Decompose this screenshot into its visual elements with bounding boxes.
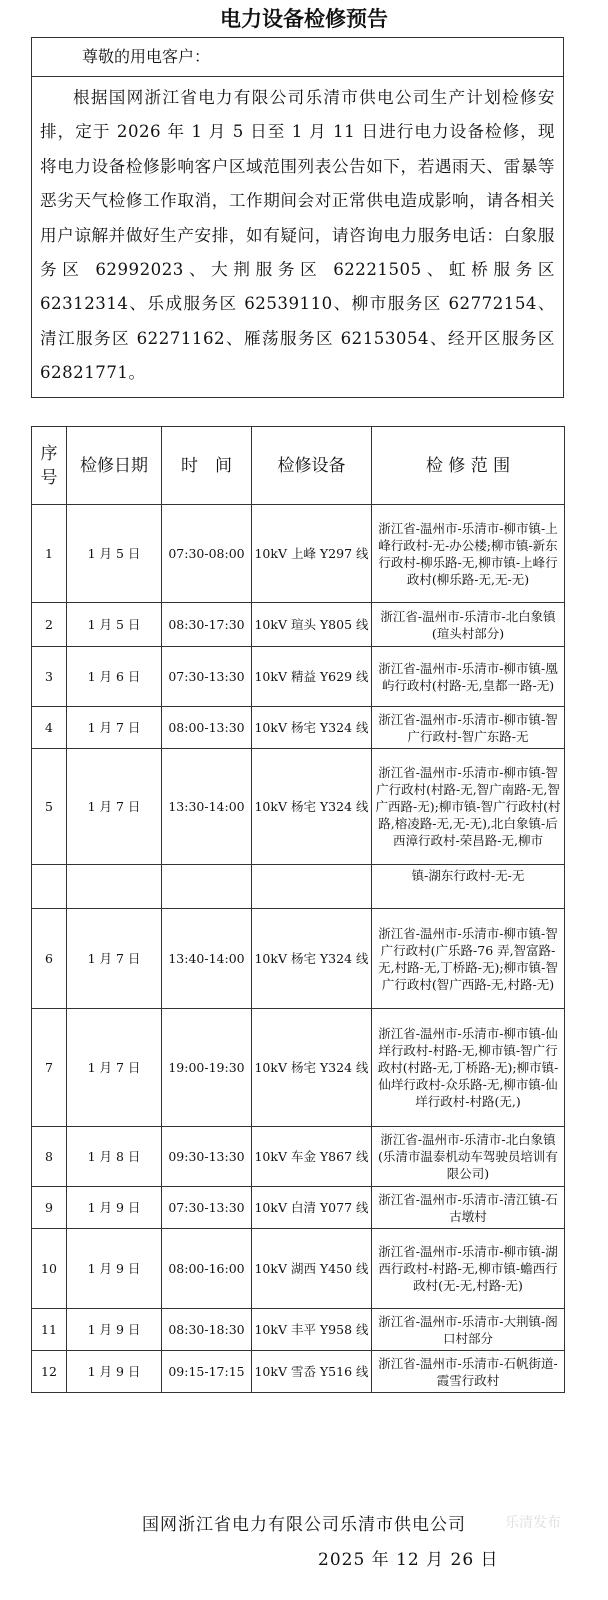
empty-cell <box>32 865 67 909</box>
row-device: 10kV 湖西 Y450 线 <box>252 1229 372 1309</box>
row-range: 浙江省-温州市-乐清市-北白象镇(瑄头村部分) <box>372 603 565 647</box>
row-device: 10kV 精益 Y629 线 <box>252 647 372 707</box>
notice-title: 电力设备检修预告 <box>220 7 388 31</box>
row-date: 1 月 9 日 <box>67 1351 162 1393</box>
row-date: 1 月 5 日 <box>67 603 162 647</box>
watermark: 乐清发布 <box>505 1515 561 1531</box>
row-device: 10kV 白清 Y077 线 <box>252 1187 372 1229</box>
table-row <box>32 1187 565 1229</box>
table-row <box>32 647 565 707</box>
row-no: 3 <box>32 647 67 707</box>
header-device: 检修设备 <box>252 427 372 505</box>
row-no: 8 <box>32 1127 67 1187</box>
row-time: 09:30-13:30 <box>162 1127 252 1187</box>
row-time: 07:30-13:30 <box>162 1187 252 1229</box>
row-no: 11 <box>32 1309 67 1351</box>
row-range: 浙江省-温州市-乐清市-柳市镇-凰屿行政村(村路-无,皇都一路-无) <box>372 647 565 707</box>
table-header-row <box>32 427 565 505</box>
row-device: 10kV 杨宅 Y324 线 <box>252 1009 372 1127</box>
row-no: 4 <box>32 707 67 749</box>
row-no: 10 <box>32 1229 67 1309</box>
table-row <box>32 749 565 865</box>
row-device: 10kV 杨宅 Y324 线 <box>252 749 372 865</box>
row-date: 1 月 5 日 <box>67 505 162 603</box>
row-device: 10kV 上峰 Y297 线 <box>252 505 372 603</box>
row-range: 浙江省-温州市-乐清市-柳市镇-上峰行政村-无-办公楼;柳市镇-新东行政村-柳乐路-无,柳市镇-上峰行政村(柳乐路-无,无-无) <box>372 505 565 603</box>
row-device: 10kV 瑄头 Y805 线 <box>252 603 372 647</box>
row-date: 1 月 8 日 <box>67 1127 162 1187</box>
row-range: 浙江省-温州市-乐清市-柳市镇-智广行政村-智广东路-无 <box>372 707 565 749</box>
row-date: 1 月 7 日 <box>67 707 162 749</box>
maintenance-table-continued <box>31 864 565 1393</box>
row-time: 08:30-18:30 <box>162 1309 252 1351</box>
footer-organization: 国网浙江省电力有限公司乐清市供电公司 <box>142 1515 466 1535</box>
row-no: 7 <box>32 1009 67 1127</box>
notice-box <box>31 37 564 398</box>
row-time: 07:30-13:30 <box>162 647 252 707</box>
row-date: 1 月 6 日 <box>67 647 162 707</box>
maintenance-table <box>31 426 565 865</box>
table-row <box>32 505 565 603</box>
table-row <box>32 1229 565 1309</box>
row-no: 2 <box>32 603 67 647</box>
row-no: 5 <box>32 749 67 865</box>
row-device: 10kV 杨宅 Y324 线 <box>252 909 372 1009</box>
table-row <box>32 1351 565 1393</box>
empty-cell <box>252 865 372 909</box>
row-time: 13:40-14:00 <box>162 909 252 1009</box>
row-time: 13:30-14:00 <box>162 749 252 865</box>
row-device: 10kV 雪岙 Y516 线 <box>252 1351 372 1393</box>
header-time: 时 间 <box>162 427 252 505</box>
row-range: 浙江省-温州市-乐清市-北白象镇(乐清市温泰机动车驾驶员培训有限公司) <box>372 1127 565 1187</box>
row-date: 1 月 9 日 <box>67 1187 162 1229</box>
row-device: 10kV 杨宅 Y324 线 <box>252 707 372 749</box>
row-date: 1 月 7 日 <box>67 1009 162 1127</box>
row-time: 09:15-17:15 <box>162 1351 252 1393</box>
footer-date: 2025 年 12 月 26 日 <box>318 1550 499 1570</box>
row-time: 08:30-17:30 <box>162 603 252 647</box>
row-range: 浙江省-温州市-乐清市-大荆镇-阁口村部分 <box>372 1309 565 1351</box>
row-date: 1 月 7 日 <box>67 749 162 865</box>
row-no: 6 <box>32 909 67 1009</box>
table-row <box>32 909 565 1009</box>
header-range: 检 修 范 围 <box>372 427 565 505</box>
empty-cell <box>162 865 252 909</box>
row-time: 07:30-08:00 <box>162 505 252 603</box>
row-date: 1 月 9 日 <box>67 1229 162 1309</box>
row-range: 浙江省-温州市-乐清市-石帆街道-霞雪行政村 <box>372 1351 565 1393</box>
row-range: 浙江省-温州市-乐清市-柳市镇-智广行政村(村路-无,智广南路-无,智广西路-无);柳市镇-智广行政村(村路,榕凌路-无,无-无),北白象镇-后西漳行政村-荣昌路-无,柳市 <box>372 749 565 865</box>
row-range-continuation: 镇-湖东行政村-无-无 <box>372 865 565 909</box>
row-date: 1 月 9 日 <box>67 1309 162 1351</box>
row-device: 10kV 丰平 Y958 线 <box>252 1309 372 1351</box>
row-time: 08:00-13:30 <box>162 707 252 749</box>
row-date: 1 月 7 日 <box>67 909 162 1009</box>
table-row <box>32 1309 565 1351</box>
table-row <box>32 1009 565 1127</box>
header-date: 检修日期 <box>67 427 162 505</box>
row-range: 浙江省-温州市-乐清市-柳市镇-智广行政村(广乐路-76 弄,智富路-无,村路-无,丁桥路-无);柳市镇-智广行政村(智广西路-无,村路-无) <box>372 909 565 1009</box>
row-no: 1 <box>32 505 67 603</box>
greeting: 尊敬的用电客户： <box>32 38 563 77</box>
row-range: 浙江省-温州市-乐清市-柳市镇-仙垟行政村-村路-无,柳市镇-智广行政村(村路-无,丁桥路-无);柳市镇-仙垟行政村-众乐路-无,柳市镇-仙垟行政村-村路(无,) <box>372 1009 565 1127</box>
row-no: 12 <box>32 1351 67 1393</box>
table-row <box>32 603 565 647</box>
table-row <box>32 707 565 749</box>
row-device: 10kV 车金 Y867 线 <box>252 1127 372 1187</box>
row-time: 08:00-16:00 <box>162 1229 252 1309</box>
header-no: 序号 <box>32 427 67 505</box>
table-row <box>32 1127 565 1187</box>
empty-cell <box>67 865 162 909</box>
row-range: 浙江省-温州市-乐清市-柳市镇-湖西行政村-村路-无,柳市镇-蟾西行政村(无-无,村路-无) <box>372 1229 565 1309</box>
row-range: 浙江省-温州市-乐清市-清江镇-石古墩村 <box>372 1187 565 1229</box>
row-time: 19:00-19:30 <box>162 1009 252 1127</box>
row-no: 9 <box>32 1187 67 1229</box>
notice-body: 根据国网浙江省电力有限公司乐清市供电公司生产计划检修安排，定于 2026 年 1 月 5 日至 1 月 11 日进行电力设备检修，现将电力设备检修影响客户区域范围列表公告如下，若遇雨天、雷暴等恶劣天气检修工作取消，工作期间会对正常供电造成影响，请各相关用户谅解并做好生产安排，如有疑问，请咨询电力服务电话：白象服务区 62992023、大荆服务区 62221505、虹桥服务区 62312314、乐成服务区 62539110、柳市服务区 62772154、清江服务区 62271162、雁荡服务区 62153054、经开区服务区 62821771。 <box>40 88 555 383</box>
table-row-continuation <box>32 865 565 909</box>
